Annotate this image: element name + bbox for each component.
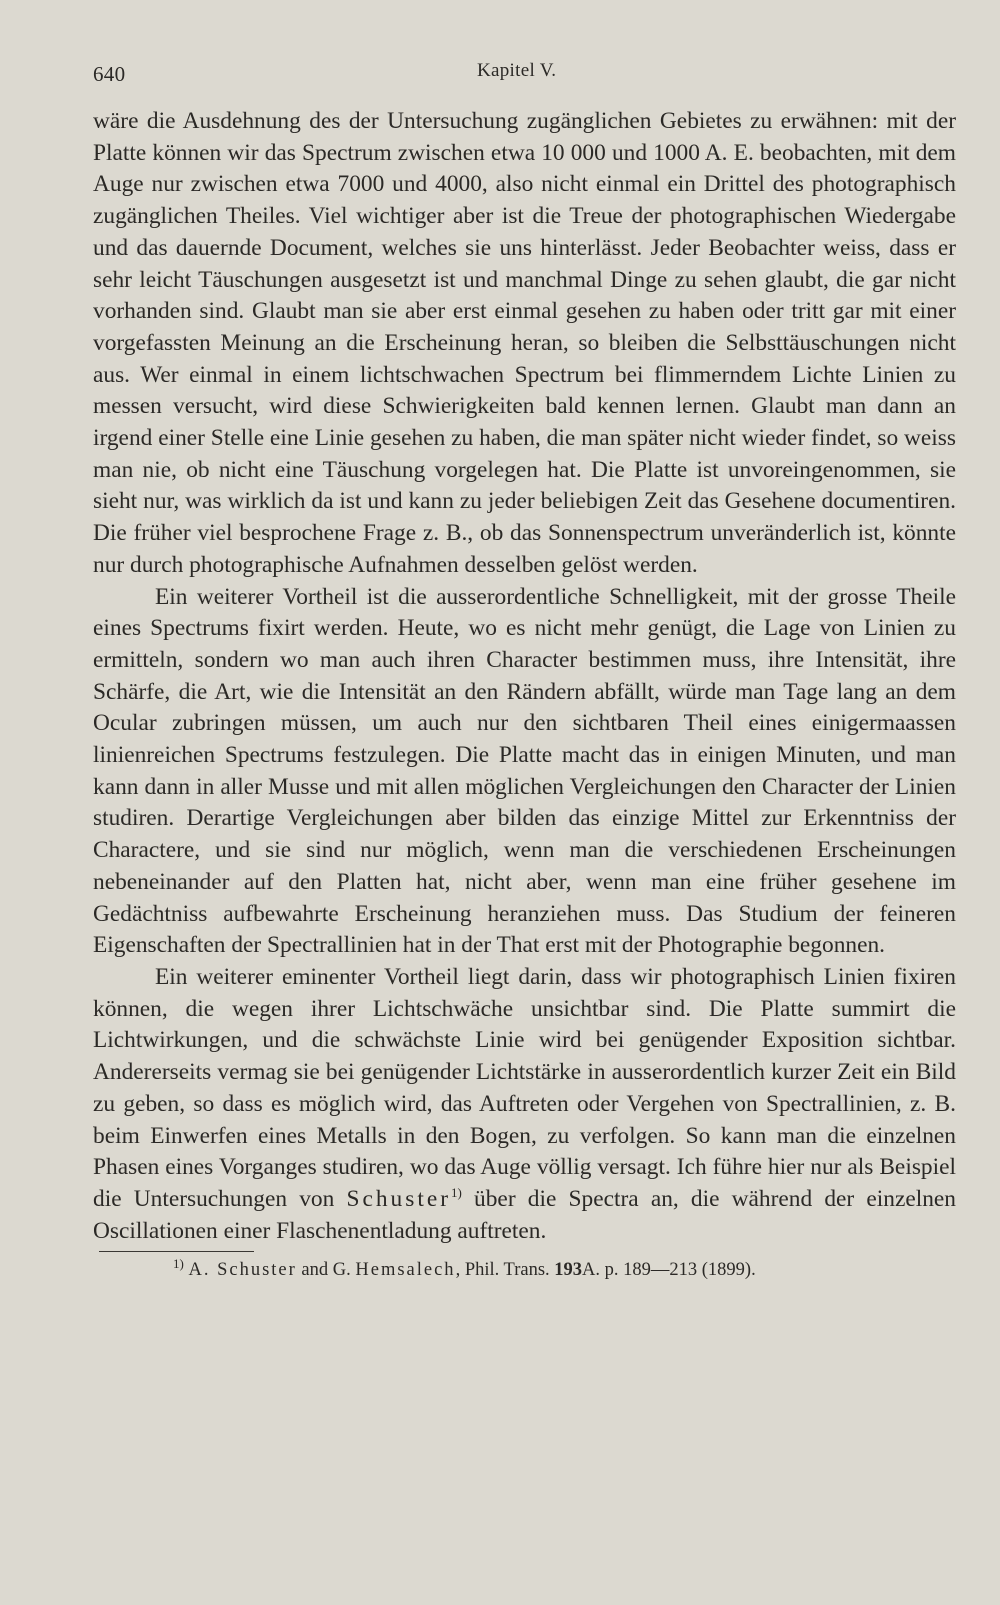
paragraph-3-text: Ein weiterer eminenter Vortheil liegt darin, dass wir photographisch Linien fixiren können, die wegen ihrer Lichtschwäche unsichtbar sind. Die Platte summirt die Lichtwirkungen, und die schwächste Linie wird bei genügender Exposition sichtbar. Andererseits vermag sie bei genügender Lichtstärke in ausserordentlich kurzer Zeit ein Bild zu geben, so dass es möglich wird, das Auftreten oder Vergehen von Spectrallinien, z. B. beim Einwerfen eines Metalls in den Bogen, zu verfolgen. So kann man die einzelnen Phasen eines Vorganges studiren, wo das Auge völlig versagt. Ich führe hier nur als Beispiel die Untersuchungen von	[93, 963, 956, 1212]
footnote-pages: A. p. 189—213 (1899).	[582, 1260, 756, 1281]
paragraph-2: Ein weiterer Vortheil ist die ausserordentliche Schnelligkeit, mit der grosse Theile eines Spectrums fixirt werden. Heute, wo es nicht mehr genügt, die Lage von Linien zu ermitteln, sondern wo man auch ihren Character bestimmen muss, ihre Intensität, ihre Schärfe, die Art, wie die Intensität an den Rändern abfällt, würde man Tage lang an dem Ocular zubringen müssen, um auch nur den sichtbaren Theil eines einigermaassen linienreichen Spectrums festzulegen. Die Platte macht das in einigen Minuten, und man kann dann in aller Musse und mit allen möglichen Vergleichungen den Character der Linien studiren. Derartige Vergleichungen aber bilden das einzige Mittel zur Erkenntniss der Charactere, und sie sind nur möglich, wenn man die verschiedenen Erscheinungen nebeneinander auf den Platten hat, nicht aber, wenn man eine früher gesehene im Gedächtniss aufbewahrte Erscheinung heranziehen muss. Das Studium der feineren Eigenschaften der Spectrallinien hat in der That erst mit der Photographie begonnen.	[93, 583, 956, 959]
paragraph-1: wäre die Ausdehnung des der Untersuchung zugänglichen Gebietes zu erwähnen: mit der Platte können wir das Spectrum zwischen etwa 10 000 und 1000 A. E. beobachten, mit dem Auge nur zwischen etwa 7000 und 4000, also nicht einmal ein Drittel des photographisch zugänglichen Theiles. Viel wichtiger aber ist die Treue der photographischen Wiedergabe und das dauernde Document, welches sie uns hinterlässt. Jeder Beobachter weiss, dass er sehr leicht Täuschungen ausgesetzt ist und manchmal Dinge zu sehen glaubt, die gar nicht vorhanden sind. Glaubt man sie aber erst einmal gesehen zu haben oder tritt gar mit einer vorgefassten Meinung an die Erscheinung heran, so bleiben die Selbsttäuschungen nicht aus. Wer einmal in einem lichtschwachen Spectrum bei flimmerndem Lichte Linien zu messen versucht, wird diese Schwierigkeiten bald kennen lernen. Glaubt man dann an irgend einer Stelle eine Linie gesehen zu haben, die man später nicht wieder findet, so weiss man nie, ob nicht eine Täuschung vorgelegen hat. Die Platte ist unvoreingenommen, sie sieht nur, was wirklich da ist und kann zu jeder beliebigen Zeit das Gesehene documentiren. Die früher viel besprochene Frage z. B., ob das Sonnenspectrum unveränderlich ist, könnte nur durch photographische Aufnahmen desselben gelöst werden.	[93, 108, 956, 578]
body-text	[93, 106, 956, 1247]
author-name-schuster: Schuster	[346, 1185, 452, 1212]
footnote-marker: 1)	[173, 1256, 184, 1272]
footnote-divider	[99, 1251, 254, 1252]
footnote-author-2: Hemsalech	[355, 1260, 456, 1281]
footnote-author-1: A. Schuster	[188, 1260, 297, 1281]
footnote-reference[interactable]: 1)	[451, 1185, 462, 1201]
footnote-volume: 193	[554, 1260, 583, 1281]
footnote	[93, 1258, 956, 1282]
running-head	[93, 60, 956, 94]
paragraph-3	[93, 962, 956, 1247]
page-number: 640	[93, 62, 126, 86]
chapter-heading: Kapitel V.	[477, 60, 557, 81]
footnote-connector: and G.	[296, 1260, 356, 1281]
paragraph-3-text-end: über die Spectra an, die während der einzelnen Oscillationen einer Flaschenentladung auftreten.	[93, 1185, 956, 1244]
footnote-journal: , Phil. Trans.	[455, 1260, 555, 1281]
